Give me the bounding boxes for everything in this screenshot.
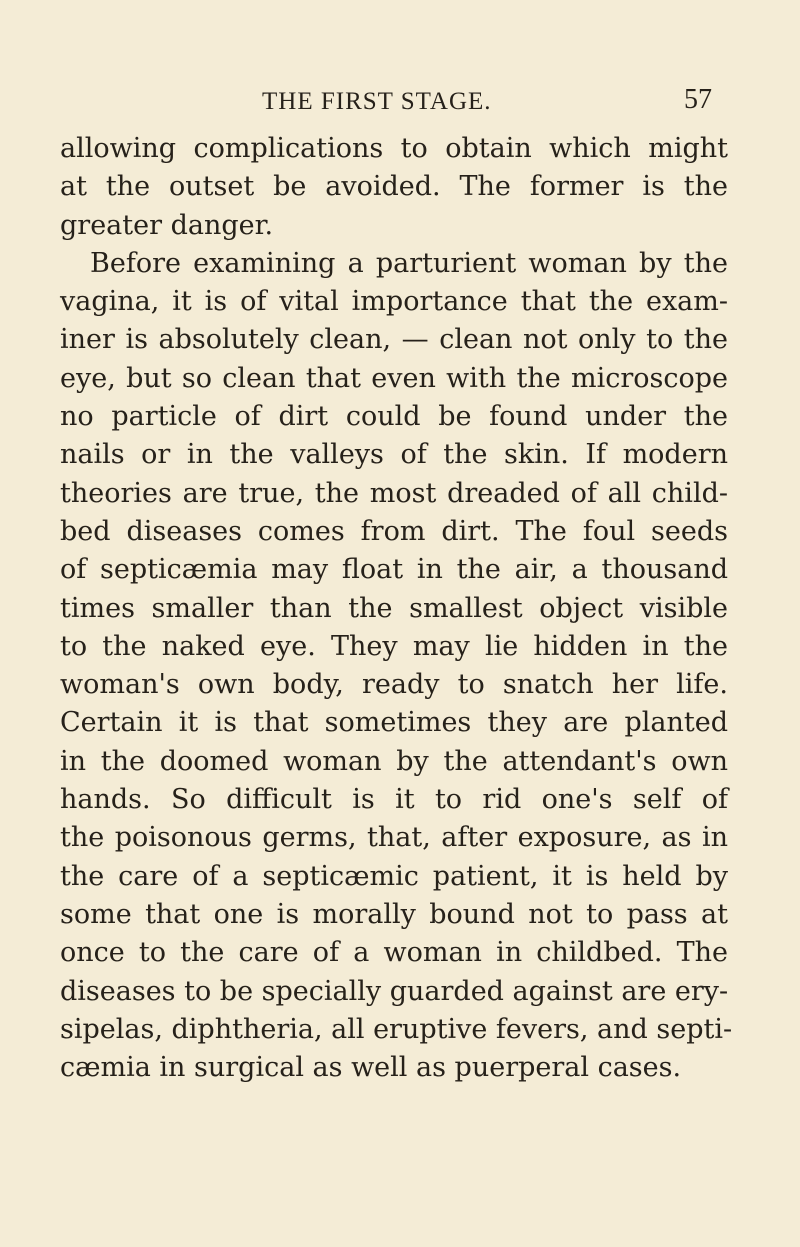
- text-line: no particle of dirt could be found under the: [60, 401, 728, 433]
- text-line: eye, but so clean that even with the microscope: [60, 362, 728, 394]
- text-line: vagina, it is of vital importance that the exam-: [60, 286, 728, 318]
- text-line: diseases to be specially guarded against are ery-: [60, 975, 729, 1007]
- page-number: 57: [684, 84, 712, 115]
- text-line: cæmia in surgical as well as puerperal cases.: [60, 1052, 682, 1084]
- text-line: in the doomed woman by the attendant's own: [60, 745, 728, 777]
- running-head: [60, 84, 712, 122]
- text-line: sipelas, diphtheria, all eruptive fevers, and septi-: [60, 1013, 733, 1045]
- text-line: woman's own body, ready to snatch her life.: [60, 669, 728, 701]
- text-line: of septicæmia may float in the air, a thousand: [60, 554, 728, 586]
- text-line: the care of a septicæmic patient, it is held by: [60, 860, 728, 892]
- text-line: iner is absolutely clean, — clean not only to the: [60, 324, 728, 356]
- body-text: [60, 130, 733, 1087]
- text-line: to the naked eye. They may lie hidden in the: [60, 630, 728, 662]
- text-line: at the outset be avoided. The former is the: [60, 171, 728, 203]
- text-line: once to the care of a woman in childbed. The: [60, 937, 728, 969]
- text-line: theories are true, the most dreaded of all child-: [60, 477, 728, 509]
- text-line: Before examining a parturient woman by the: [90, 247, 728, 279]
- text-line: hands. So difficult is it to rid one's self of: [60, 784, 728, 816]
- text-line: allowing complications to obtain which might: [60, 133, 728, 164]
- text-line: some that one is morally bound not to pass at: [60, 898, 728, 930]
- text-line: greater danger.: [60, 209, 274, 241]
- text-line: Certain it is that sometimes they are planted: [60, 707, 728, 739]
- text-line: times smaller than the smallest object visible: [60, 592, 728, 624]
- text-line: the poisonous germs, that, after exposure, as in: [60, 822, 728, 854]
- text-line: nails or in the valleys of the skin. If modern: [60, 439, 728, 471]
- text-line: bed diseases comes from dirt. The foul seeds: [60, 515, 728, 547]
- running-title: THE FIRST STAGE.: [262, 88, 492, 115]
